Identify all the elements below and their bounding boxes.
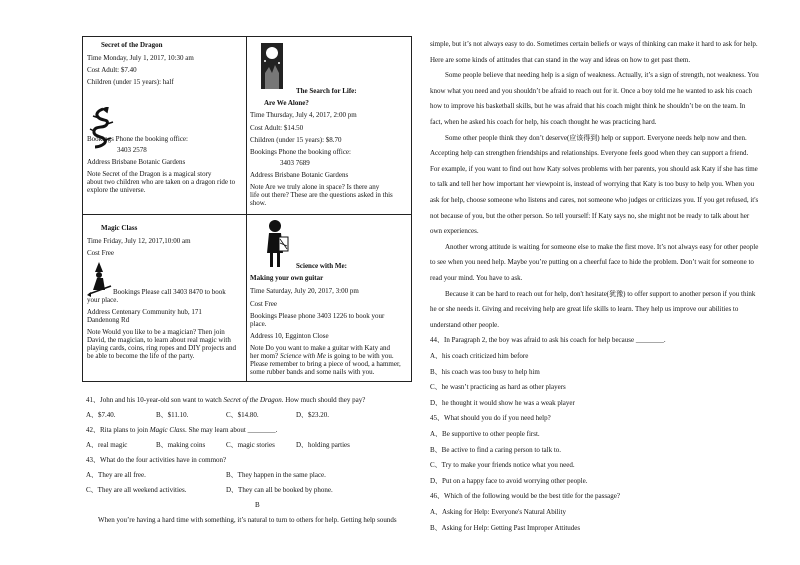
activity-bookings: Bookings Please phone 3403 1226 to book your xyxy=(250,312,385,320)
note-italic-title: Science with Me xyxy=(279,352,326,360)
answer-option[interactable]: D、Put on a happy face to avoid worrying other people. xyxy=(430,476,588,485)
passage-line: Another wrong attitude is waiting for someone else to make the first move. It’s not always easy for other people xyxy=(445,242,759,251)
dragon-icon xyxy=(89,107,115,149)
planet-icon xyxy=(261,43,283,89)
activity-bookings: Bookings Please call 3403 8470 to book xyxy=(113,288,226,296)
question-stem: 44、In Paragraph 2, the boy was afraid to ask his coach for help because ________. xyxy=(430,336,666,345)
answer-option[interactable]: B、Be active to find a caring person to talk to. xyxy=(430,445,562,454)
activity-bookings-line: your place. xyxy=(87,296,119,304)
q41-option-b[interactable]: B、$11.10. xyxy=(156,411,189,419)
activity-bookings: Bookings Phone the booking office: xyxy=(87,135,188,143)
activity-bookings-line: place. xyxy=(250,320,267,328)
activity-note-line: Please remember to bring a piece of wood, a hammer, xyxy=(250,360,401,368)
question-italic-title: Magic Class xyxy=(149,426,185,434)
passage-line: understand other people. xyxy=(430,320,500,329)
activity-cost: Cost Free xyxy=(87,249,115,257)
question-stem: 46、Which of the following would be the best title for the passage? xyxy=(430,492,620,501)
answer-option[interactable]: A、Be supportive to other people first. xyxy=(430,430,540,438)
question-42 xyxy=(86,426,277,434)
activity-note-line: some rubber bands and some nails with you. xyxy=(250,368,375,376)
q41-option-c[interactable]: C、$14.80. xyxy=(226,411,259,419)
q41-option-d[interactable]: D、$23.20. xyxy=(296,411,330,419)
passage-line: Because it can be hard to reach out for help, don't hesitate(犹豫) to offer support to another person if you think xyxy=(445,289,756,298)
activity-time: Time Friday, July 12, 2017,10:00 am xyxy=(87,237,191,245)
activity-note: Note Are we truly alone in space? Is there any xyxy=(250,183,380,191)
q43-option-c[interactable]: C、They are all weekend activities. xyxy=(86,486,187,494)
activity-note-line: explore the universe. xyxy=(87,186,146,194)
q42-option-d[interactable]: D、holding parties xyxy=(296,441,350,449)
activity-science-with-me xyxy=(250,262,408,376)
answer-option[interactable]: B、his coach was too busy to help him xyxy=(430,367,540,376)
activity-title: Science with Me: xyxy=(296,262,347,270)
activity-note-line: about two children who are taken on a dragon ride to xyxy=(87,178,236,186)
passage-line: own experiences. xyxy=(430,227,479,236)
passage-line: he or she needs it. Giving and receiving help are great life skills to learn. They help us improve our abilities to xyxy=(430,305,739,314)
passage-line: to talk and tell her how important her viewpoint is, instead of worrying that Katy is too busy to help you. When you xyxy=(430,180,755,189)
question-stem: 42、Rita plans to join xyxy=(86,426,150,434)
activity-title: The Search for Life: xyxy=(296,87,357,95)
activity-address: Address Centenary Community hub, 171 xyxy=(87,308,202,316)
answer-option[interactable]: C、Try to make your friends notice what you need. xyxy=(430,461,575,470)
passage-line: fact, when he asked his coach for help, his coach thought he was practicing hard. xyxy=(430,118,657,126)
answer-option[interactable]: A、Asking for Help: Everyone's Natural Ability xyxy=(430,508,566,516)
witch-on-broom-icon xyxy=(87,260,113,300)
activity-search-for-life xyxy=(250,87,408,207)
question-43: 43、What do the four activities have in common? xyxy=(86,456,227,464)
q43-option-a[interactable]: A、They are all free. xyxy=(86,471,146,479)
q43-option-b[interactable]: B、They happen in the same place. xyxy=(226,471,326,479)
activity-subtitle: Making your own guitar xyxy=(250,274,324,282)
activity-note-line xyxy=(250,352,408,360)
note-text: her mom? xyxy=(250,352,280,360)
passage-line: ask for help, choose someone who listens and cares, not someone who judges or criticizes you. If you get refused, it's xyxy=(430,196,759,204)
passage-line: Some other people think they don’t deserve(应该得到) help or support. Everyone needs help now and then. xyxy=(445,133,747,142)
activity-note: Note Secret of the Dragon is a magical story xyxy=(87,170,212,178)
activity-time: Time Saturday, July 20, 2017, 3:00 pm xyxy=(250,287,359,295)
activity-note: Note Do you want to make a guitar with Katy and xyxy=(250,344,390,352)
activity-cost: Cost Adult: $7.40 xyxy=(87,66,137,74)
passage-line: Accepting help can strengthen friendships and relationships. Everyone feels good when they can support a friend. xyxy=(430,149,749,158)
q42-option-b[interactable]: B、making coins xyxy=(156,441,206,449)
passage-line: how to improve his basketball skills, but he was afraid that his coach might think he shouldn’t be on the team. In xyxy=(430,102,746,111)
answer-option[interactable]: D、he thought it would show he was a weak player xyxy=(430,398,575,407)
section-label: B xyxy=(255,501,260,509)
activity-title-line: Are We Alone? xyxy=(264,99,309,107)
answer-option[interactable]: C、he wasn’t practicing as hard as other players xyxy=(430,383,566,392)
activity-phone: 3403 2578 xyxy=(117,146,147,154)
passage-line: simple, but it’s not always easy to do. Sometimes certain beliefs or ways of thinking can make it hard to ask for help. xyxy=(430,40,758,48)
activity-address-line: Dandenong Rd xyxy=(87,316,130,324)
activity-address: Address Brisbane Botanic Gardens xyxy=(250,171,349,179)
question-41 xyxy=(86,396,365,404)
question-italic-title: Secret of the Dragon xyxy=(223,396,282,404)
passage-line: read your mind. You have to ask. xyxy=(430,274,523,282)
q41-option-a[interactable]: A、$7.40. xyxy=(86,411,116,419)
q42-option-a[interactable]: A、real magic xyxy=(86,441,128,449)
activity-note-line: show. xyxy=(250,199,267,207)
activity-children-cost: Children (under 15 years): half xyxy=(87,78,174,86)
activity-address: Address Brisbane Botanic Gardens xyxy=(87,158,186,166)
note-text: is going to be with you. xyxy=(325,352,394,360)
question-stem-end: . She may learn about ________. xyxy=(184,426,278,434)
activity-time: Time Monday, July 1, 2017, 10:30 am xyxy=(87,54,194,62)
activity-grid xyxy=(82,36,412,382)
answer-option[interactable]: A、his coach criticized him before xyxy=(430,352,529,360)
activity-cost: Cost Free xyxy=(250,300,278,308)
passage-line: not because of you, but the other person. So tell yourself: If Katy says no, she might not be ready to talk about her xyxy=(430,211,750,220)
grid-horizontal-divider xyxy=(83,214,411,215)
passage-line: know what you need and you shouldn’t be afraid to reach out for it. Once a boy told me he wanted to ask his coach xyxy=(430,86,752,95)
passage-line: to see when you need help. Maybe you’re putting on a cheerful face to hide the problem. Don’t wait for someone to xyxy=(430,258,754,267)
activity-title: Secret of the Dragon xyxy=(101,41,163,49)
q42-option-c[interactable]: C、magic stories xyxy=(226,441,275,449)
q43-option-d[interactable]: D、They can all be booked by phone. xyxy=(226,486,333,494)
activity-note-line: playing cards, coins, ring ropes and DIY projects and xyxy=(87,344,237,352)
activity-time: Time Thursday, July 4, 2017, 2:00 pm xyxy=(250,111,357,119)
activity-children-cost: Children (under 15 years): $8.70 xyxy=(250,136,342,144)
passage-line: Here are some kinds of attitudes that can stand in the way and ideas on how to get past them. xyxy=(430,55,691,64)
activity-note-line: life out there? These are the questions asked in this xyxy=(250,191,393,199)
question-stem: 45、What should you do if you need help? xyxy=(430,414,551,423)
activity-bookings: Bookings Phone the booking office: xyxy=(250,148,351,156)
activity-note-line: be able to become the life of the party. xyxy=(87,352,195,360)
passage-first-line: When you’re having a hard time with something, it’s natural to turn to others for help. Getting help sounds xyxy=(98,516,397,524)
activity-note-line: David, the magician, to learn about real magic with xyxy=(87,336,231,344)
passage-line: Some people believe that needing help is a sign of weakness. Actually, it’s a sign of strength, not weakness. You xyxy=(445,71,759,80)
activity-phone: 3403 7689 xyxy=(280,159,310,167)
question-stem-end: . How much should they pay? xyxy=(281,396,366,404)
activity-cost: Cost Adult: $14.50 xyxy=(250,124,304,132)
answer-option[interactable]: B、Asking for Help: Getting Past Improper Attitudes xyxy=(430,523,581,532)
activity-title: Magic Class xyxy=(101,224,138,232)
passage-line: For example, if you want to find out how Katy solves problems with her parents, you should ask Katy if she has time xyxy=(430,164,758,173)
activity-address: Address 10, Egginton Close xyxy=(250,332,329,340)
question-stem: 41、John and his 10-year-old son want to watch xyxy=(86,396,224,404)
grid-vertical-divider xyxy=(246,37,247,381)
activity-note: Note Would you like to be a magician? Then join xyxy=(87,328,225,336)
